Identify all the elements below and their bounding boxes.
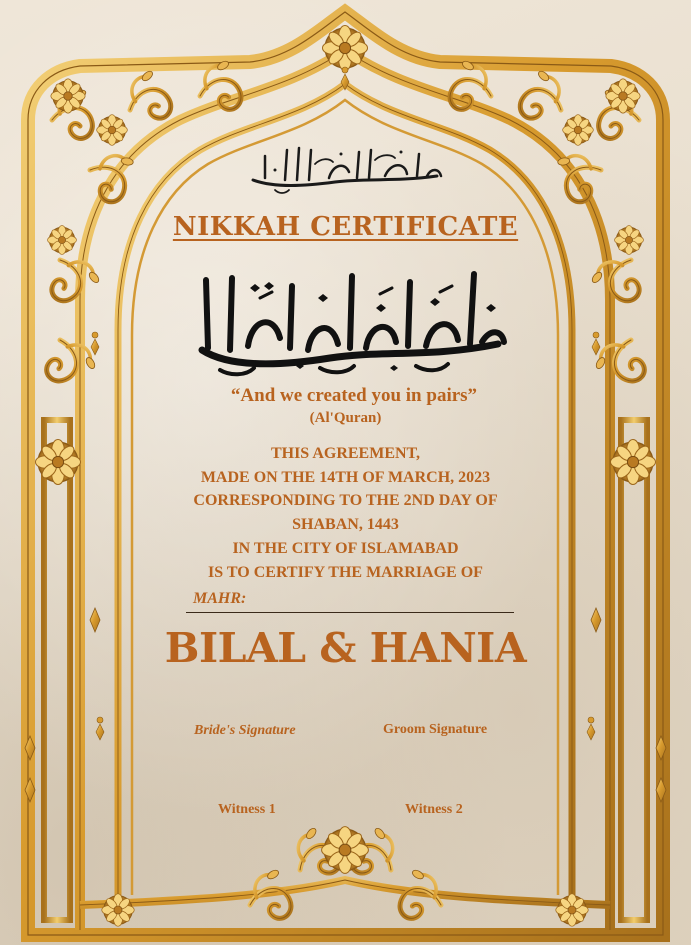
groom-signature-label: Groom Signature	[383, 722, 488, 737]
bride-signature-label: Bride's Signature	[194, 723, 296, 738]
witness-1-label: Witness 1	[218, 802, 276, 817]
agreement-line: CORRESPONDING TO THE 2ND DAY OF	[193, 492, 498, 510]
witness-2-label: Witness 2	[405, 802, 463, 817]
agreement-line: MADE ON THE 14TH OF MARCH, 2023	[200, 468, 491, 486]
mahr-line	[186, 612, 514, 613]
arabic-verse-calligraphy-icon	[190, 258, 510, 378]
agreement-text	[100, 442, 591, 584]
agreement-line: THIS AGREEMENT,	[270, 445, 421, 462]
agreement-line: IN THE CITY OF ISLAMABAD	[232, 539, 459, 557]
agreement-line: SHABAN, 1443	[292, 516, 399, 534]
bismillah-calligraphy-icon	[245, 138, 445, 196]
certificate-title: NIKKAH CERTIFICATE	[172, 212, 519, 242]
verse-source: (Al'Quran)	[309, 410, 382, 426]
mahr-label: MAHR:	[193, 590, 247, 607]
agreement-line: IS TO CERTIFY THE MARRIAGE OF	[208, 563, 483, 581]
quran-verse-translation: “And we created you in pairs”	[230, 385, 478, 406]
couple-names: BILAL & HANIA	[164, 624, 527, 672]
